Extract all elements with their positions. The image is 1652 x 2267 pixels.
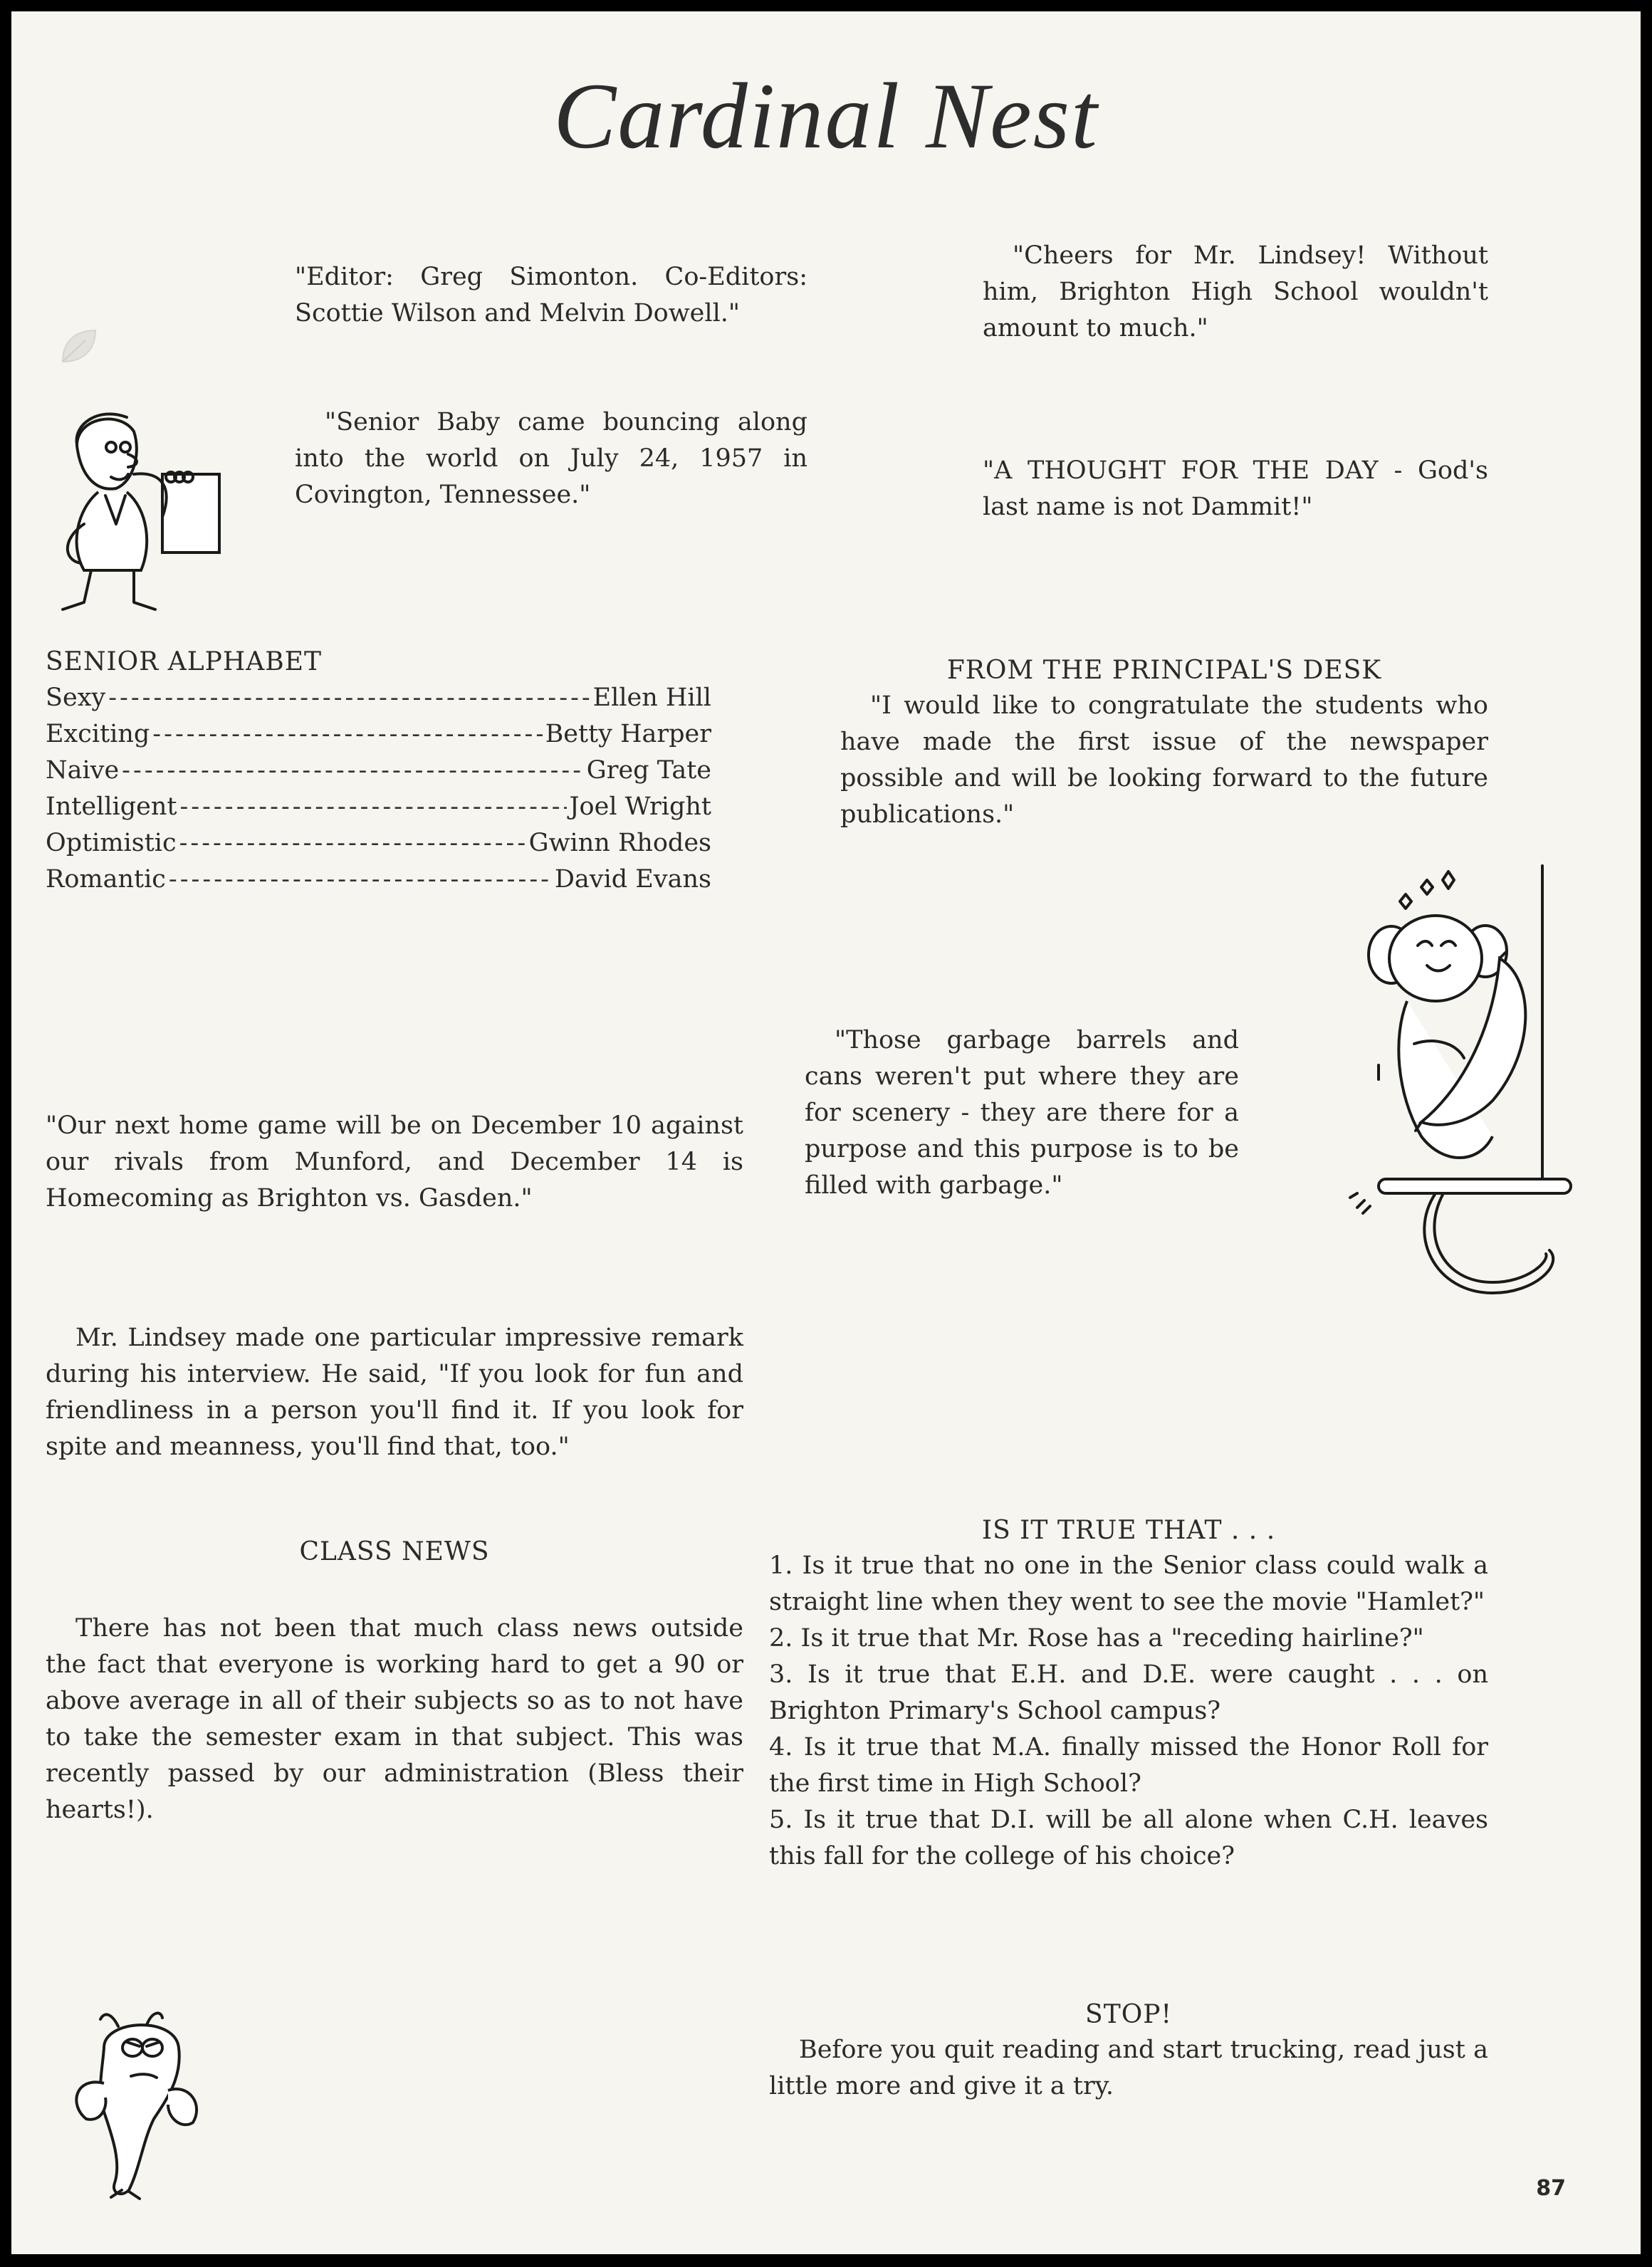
alphabet-trait: Naive [46, 756, 120, 785]
alphabet-row [46, 680, 711, 716]
page-number: 87 [1536, 2176, 1566, 2201]
thought-for-the-day: "A THOUGHT FOR THE DAY - God's last name is not Dammit!" [983, 456, 1488, 521]
alphabet-row [46, 716, 711, 753]
principal-body: "I would like to congratulate the students who have made the first issue of the newspaper possible and will be looking forward to the future publications." [840, 691, 1488, 829]
alphabet-name: Joel Wright [569, 792, 711, 821]
alphabet-row [46, 789, 711, 825]
alphabet-row [46, 862, 711, 898]
alphabet-name: Gwinn Rhodes [528, 829, 711, 857]
alphabet-trait: Optimistic [46, 829, 177, 857]
yearbook-page [11, 11, 1641, 2254]
alphabet-name: Ellen Hill [592, 684, 711, 712]
senior-baby-note: "Senior Baby came bouncing along into the world on July 24, 1957 in Covington, Tennessee." [295, 408, 807, 509]
list-item: 1. Is it true that no one in the Senior class could walk a straight line when they went to see the movie "Hamlet?" [769, 1551, 1488, 1616]
senior-alphabet-heading: SENIOR ALPHABET [46, 647, 322, 676]
alphabet-row [46, 753, 711, 789]
class-news-heading: CLASS NEWS [299, 1537, 490, 1566]
page-title: Cardinal Nest [553, 63, 1099, 168]
alphabet-name: Betty Harper [545, 720, 711, 748]
list-item: 4. Is it true that M.A. finally missed the Honor Roll for the first time in High School? [769, 1733, 1488, 1798]
list-item: 2. Is it true that Mr. Rose has a "receding hairline?" [769, 1624, 1424, 1653]
editor-credits: "Editor: Greg Simonton. Co-Editors: Scottie Wilson and Melvin Dowell." [295, 263, 807, 328]
leaf-icon [57, 325, 100, 367]
home-game-note: "Our next home game will be on December 10 against our rivals from Munford, and December 14 is Homecoming as Brighton vs. Gasden." [46, 1111, 743, 1213]
class-news-body: There has not been that much class news outside the fact that everyone is working hard to get a 90 or above average in all of their subjects so as to not have to take the semester exam in that subject. This was recently passed by our administration (Bless their hearts!). [46, 1614, 743, 1824]
alphabet-name: Greg Tate [586, 756, 711, 785]
stop-body: Before you quit reading and start trucking, read just a little more and give it a try. [769, 2036, 1488, 2100]
alphabet-trait: Exciting [46, 720, 150, 748]
list-item: 3. Is it true that E.H. and D.E. were caught . . . on Brighton Primary's School campus? [769, 1660, 1488, 1725]
alphabet-trait: Intelligent [46, 792, 177, 821]
alphabet-trait: Sexy [46, 684, 106, 712]
is-it-true-list [769, 1548, 1488, 1875]
man-holding-sign-illustration [48, 403, 234, 617]
lindsey-remark: Mr. Lindsey made one particular impressive remark during his interview. He said, "If you look for fun and friendliness in a person you'll find it. If you look for spite and meanness, you'll find that, too." [46, 1324, 743, 1461]
alphabet-name: David Evans [554, 865, 711, 894]
senior-alphabet [46, 644, 711, 898]
garbage-note: "Those garbage barrels and cans weren't put where they are for scenery - they are there for a purpose and this purpose is to be filled with garbage." [805, 1026, 1239, 1200]
principal-heading: FROM THE PRINCIPAL'S DESK [946, 656, 1382, 685]
stop-heading: STOP! [1085, 2000, 1172, 2029]
alphabet-row [46, 825, 711, 862]
monkey-hugging-banana-illustration [1336, 866, 1578, 1321]
bug-creature-illustration [61, 2005, 232, 2204]
is-it-true-heading: IS IT TRUE THAT . . . [981, 1516, 1276, 1545]
cheers-note: "Cheers for Mr. Lindsey! Without him, Brighton High School wouldn't amount to much." [983, 241, 1488, 342]
alphabet-trait: Romantic [46, 865, 166, 894]
list-item: 5. Is it true that D.I. will be all alone when C.H. leaves this fall for the college of his choice? [769, 1806, 1488, 1870]
